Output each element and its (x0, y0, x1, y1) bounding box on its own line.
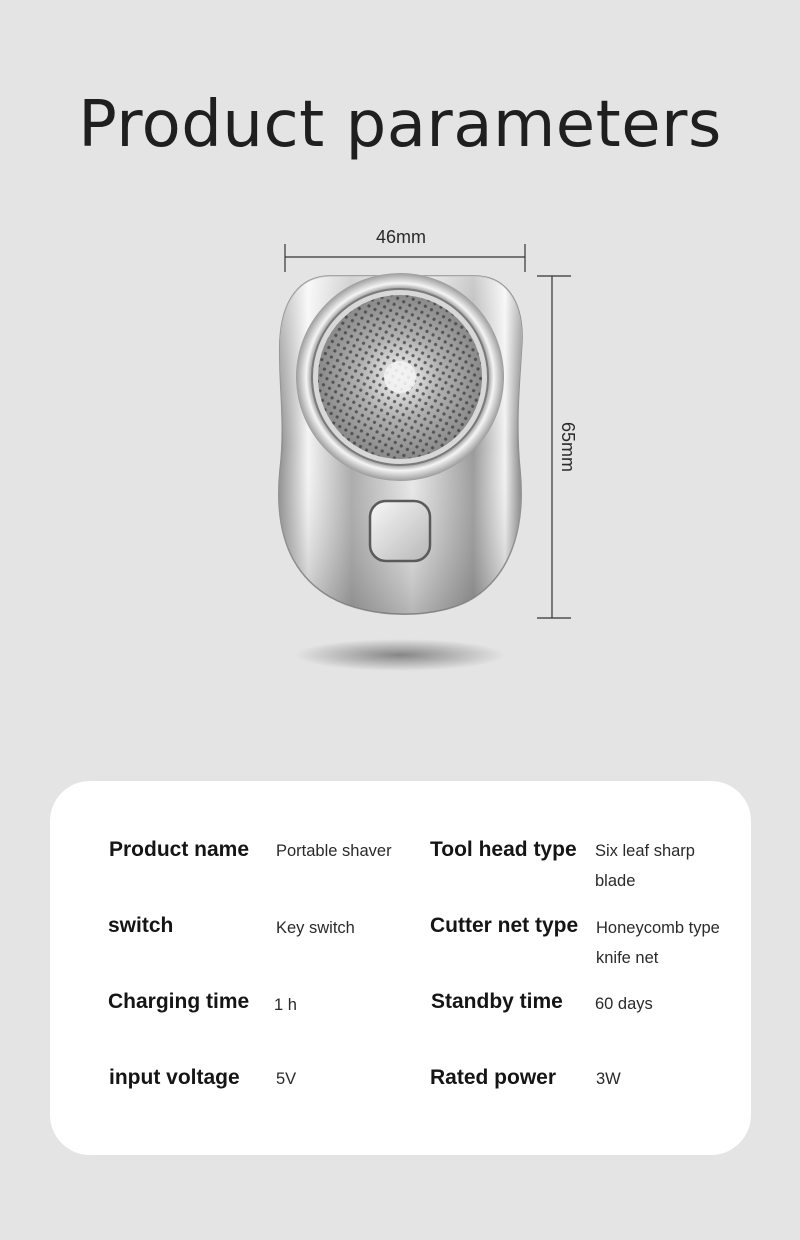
param-value-input-voltage: 5V (276, 1070, 297, 1088)
power-button (370, 501, 430, 561)
param-value-cutter-net-type: Honeycomb type knife net (596, 919, 720, 967)
page-title: Product parameters (78, 88, 722, 162)
param-label-cutter-net-type: Cutter net type (430, 914, 579, 937)
param-value-switch: Key switch (276, 919, 355, 937)
param-value-tool-head-type: Six leaf sharp blade (595, 842, 695, 890)
param-label-rated-power: Rated power (430, 1066, 557, 1089)
param-value-charging-time: 1 h (274, 996, 297, 1014)
param-label-input-voltage: input voltage (109, 1066, 240, 1089)
param-value-standby-time: 60 days (595, 995, 653, 1013)
width-label: 46mm (375, 227, 427, 247)
param-label-product-name: Product name (109, 838, 250, 861)
param-label-switch: switch (108, 914, 174, 937)
param-label-tool-head-type: Tool head type (430, 838, 577, 861)
param-label-standby-time: Standby time (431, 990, 563, 1013)
param-value-product-name: Portable shaver (276, 842, 392, 860)
width-dimension (285, 244, 525, 272)
param-label-charging-time: Charging time (108, 990, 250, 1013)
height-label: 65mm (558, 421, 578, 473)
product-shadow (295, 639, 505, 671)
param-value-rated-power: 3W (596, 1070, 621, 1088)
parameters-card (50, 781, 751, 1155)
